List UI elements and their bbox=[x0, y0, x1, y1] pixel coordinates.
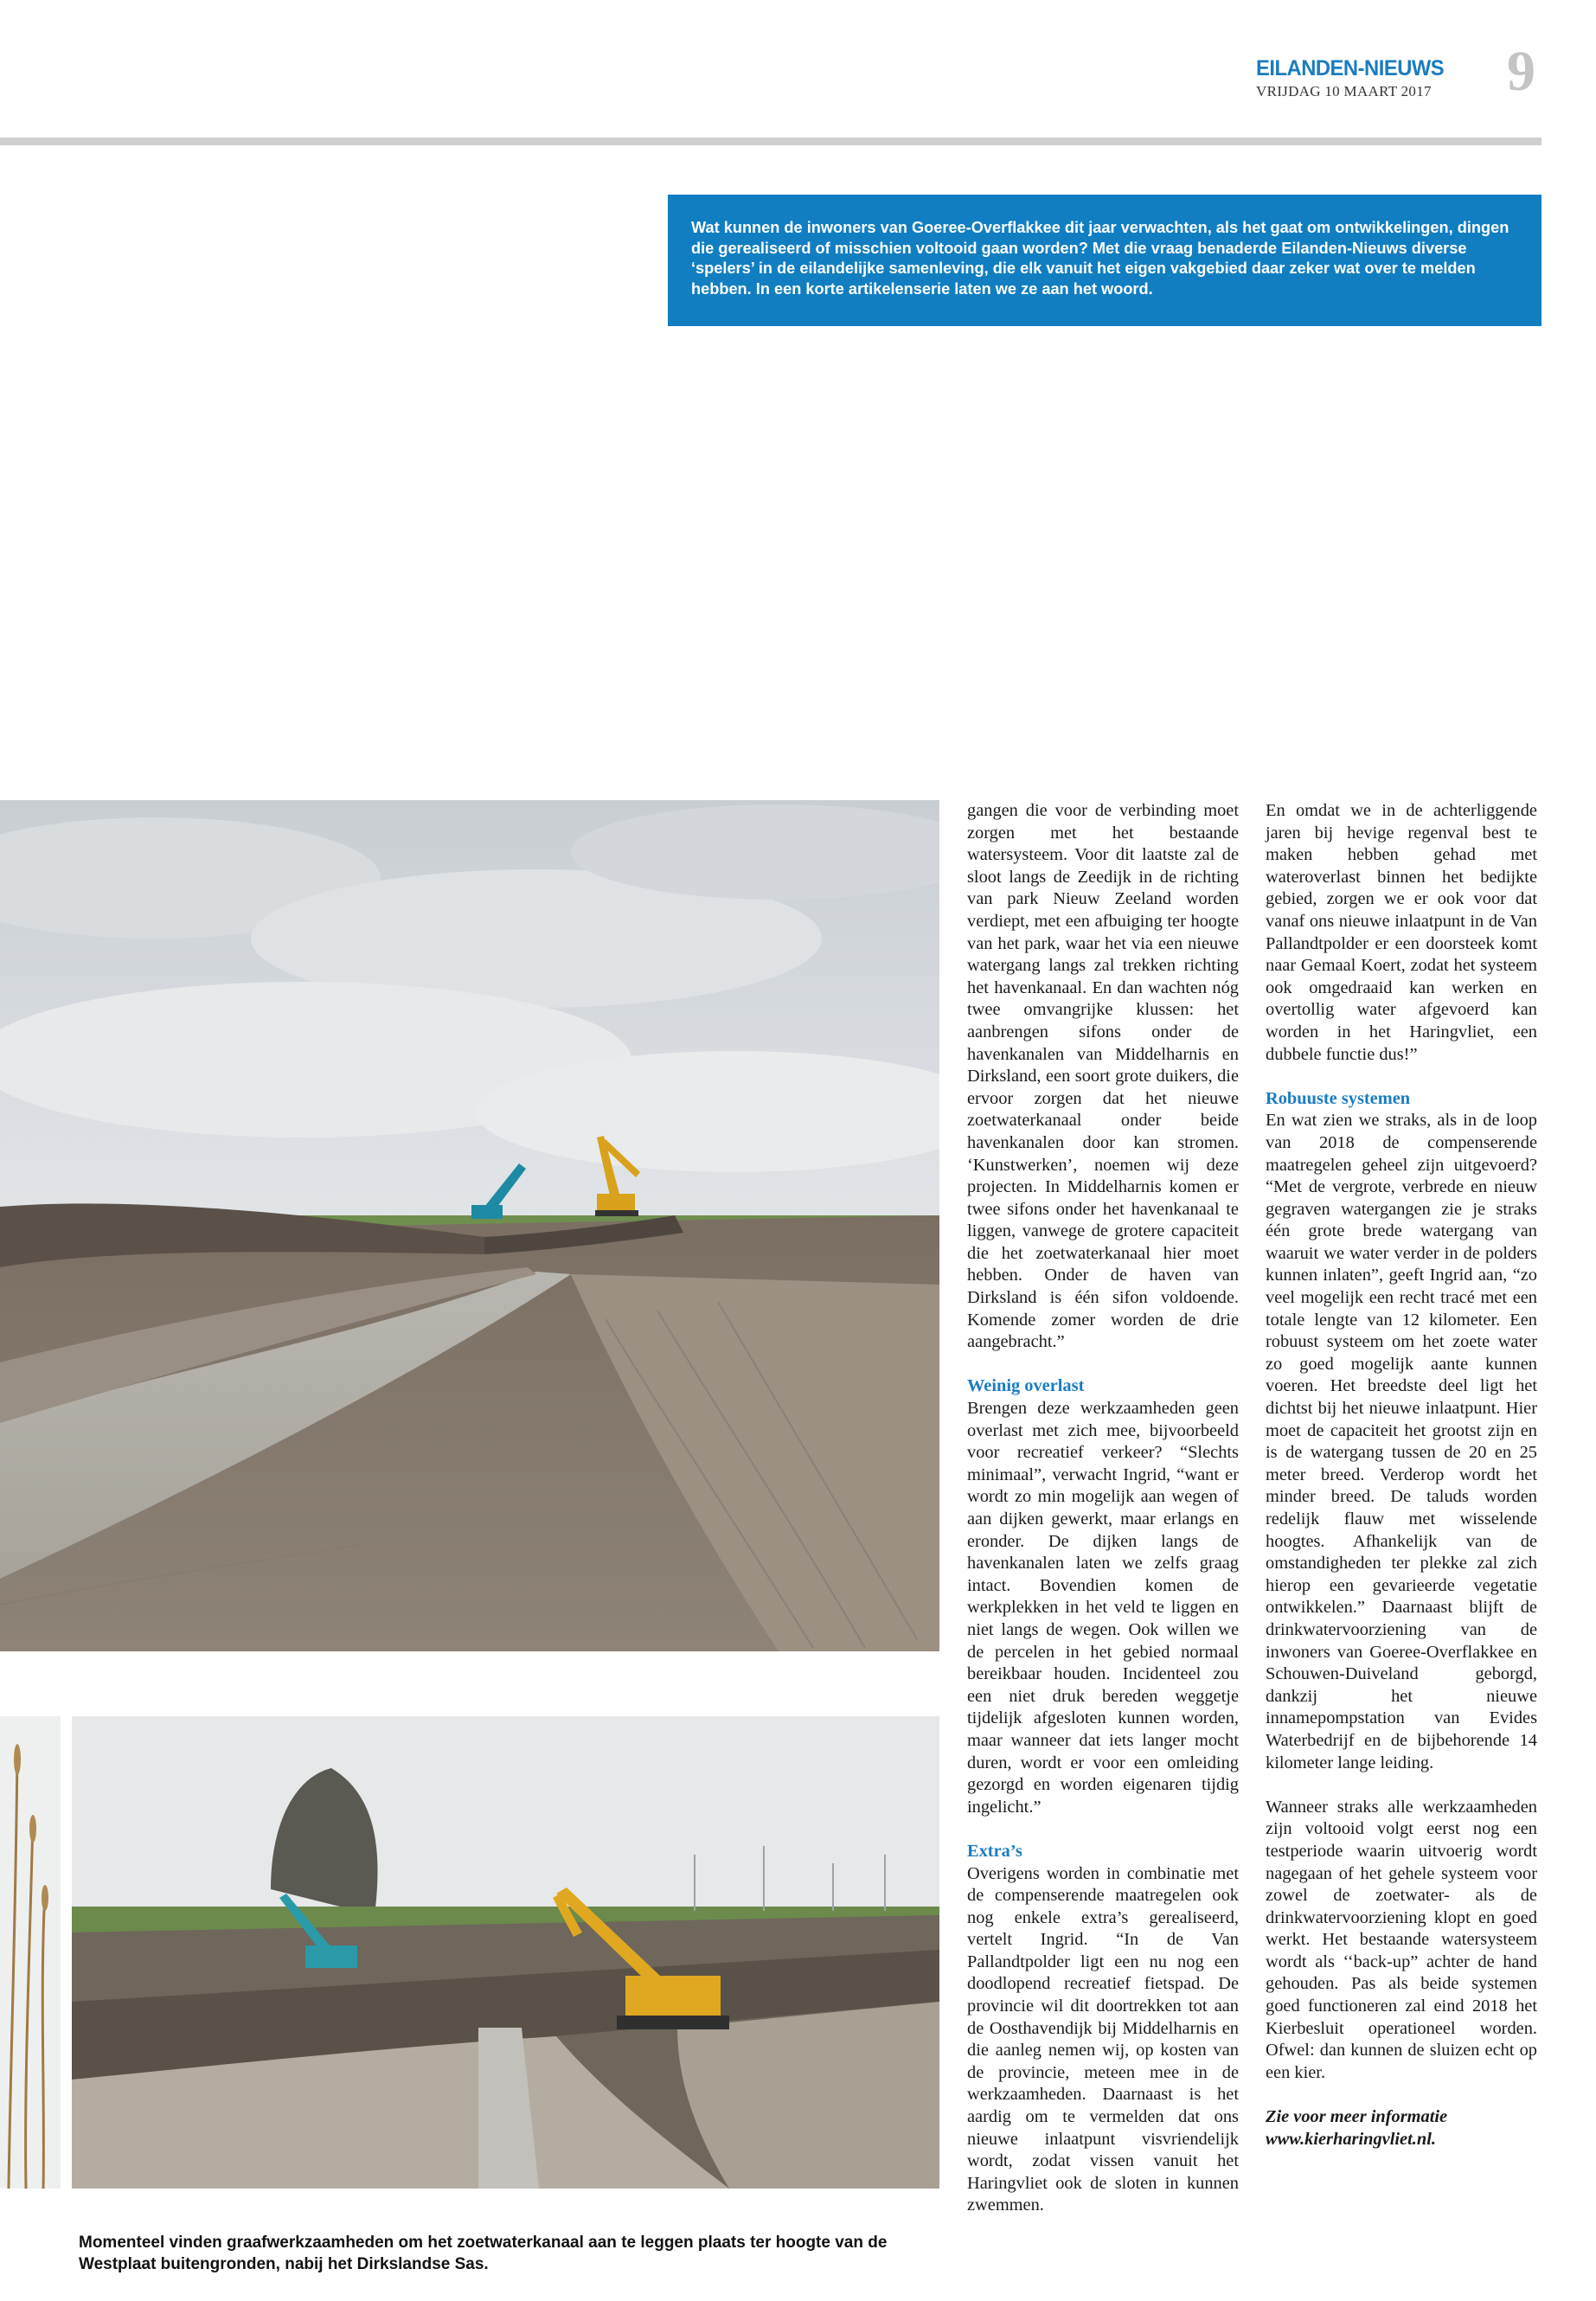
article-column-1 bbox=[967, 800, 1239, 2217]
paragraph: Wanneer straks alle werkzaamheden zijn voltooid volgt eerst nog een testperiode waarin uitvoerig wordt nagegaan of het gehele systeem voor zowel de zoetwater- als de drinkwatervoorziening klopt en goed werkt. Het bestaande watersysteem wordt als ‘‘back-up” achter de hand gehouden. Pas als beide systemen goed functioneren zal eind 2018 het Kierbesluit operationeel worden. Ofwel: dan kunnen de sluizen echt op een kier. bbox=[1266, 1797, 1537, 2082]
paragraph: En wat zien we straks, als in de loop van 2018 de compenserende maatregelen geheel zijn uitgevoerd? “Met de vergrote, verbrede en nieuw gegraven watergangen zie je straks één grote brede watergang van waaruit we water verder in de polders kunnen inlaten”, geeft Ingrid aan, “zo veel mogelijk een recht tracé met een totale lengte van 12 kilometer. Een robuust systeem om het zoete water zo goed mogelijk aante kunnen voeren. Het breedste deel ligt het dichtst bij het nieuwe inlaatpunt. Hier moet de capaciteit het grootst zijn en is de watergang tussen de 20 en 25 meter breed. Verderop wordt het minder breed. De taluds worden redelijk flauw met wisselende hoogtes. Afhankelijk van de omstandigheden ter plekke zal zich hierop een gevarieerde vegetatie ontwikkelen.” Daarnaast blijft de drinkwatervoorziening van de inwoners van Goeree-Overflakkee en Schouwen-Duiveland geborgd, dankzij het nieuwe innamepompstation van Evides Waterbedrijf en de bijbehorende 14 kilometer lange leiding. bbox=[1266, 1111, 1537, 1772]
paragraph: Overigens worden in combinatie met de compenserende maatregelen ook nog enkele extra’s gerealiseerd, vertelt Ingrid. “In de Van Pallandtpolder ligt een nu nog een doodlopend recreatief fietspad. De provincie wil dit doortrekken tot aan de Oosthavendijk bij Middelharnis en die aanleg nemen wij, op kosten van de provincie, meteen mee in de werkzaamheden. Daarnaast is het aardig om te vermelden dat ons nieuwe inlaatpunt visvriendelijk wordt, zodat vissen vanuit het Haringvliet ook de sloten in kunnen zwemmen. bbox=[967, 1863, 1239, 2215]
header-rule bbox=[0, 138, 1542, 145]
paragraph: En omdat we in de achterliggende jaren bij hevige regenval best te maken hebben gehad met wateroverlast binnen het bedijkte gebied, zorgen we er ook voor dat vanaf ons nieuwe inlaatpunt in de Van Pallandtpolder er een doorsteek komt naar Gemaal Koert, zodat het systeem ook omgedraaid kan werken en overtollig water afgevoerd kan worden in het Haringvliet, een dubbele functie dus!” bbox=[1266, 801, 1537, 1064]
subheading: Weinig overlast bbox=[967, 1376, 1085, 1396]
paragraph: Brengen deze werkzaamheden geen overlast met zich mee, bijvoorbeeld voor recreatief verkeer? “Slechts minimaal”, verwacht Ingrid, “want er wordt zo min mogelijk aan wegen of aan dijken gewerkt, maar erlangs en eronder. De dijken langs de havenkanalen laten we zelfs graag intact. Bovendien komen de werkplekken in het veld te liggen en niet langs de wegen. Ook willen we de percelen in het gebied normaal bereikbaar houden. Incidenteel zou een niet druk bereden weggetje tijdelijk afgesloten kunnen worden, maar wanneer dat iets langer mocht duren, wordt er voor een omleiding gezorgd en worden eigenaren tijdig ingelicht.” bbox=[967, 1399, 1239, 1817]
intro-box bbox=[668, 195, 1542, 326]
masthead bbox=[1256, 57, 1454, 100]
reeds-photo-strip bbox=[0, 1716, 61, 2189]
canal-excavation-photo bbox=[0, 800, 939, 1651]
more-info-label: Zie voor meer informatie bbox=[1266, 2107, 1448, 2127]
paragraph: gangen die voor de verbinding moet zorgen met het bestaande watersysteem. Voor dit laatste zal de sloot langs de Zeedijk in de richting van park Nieuw Zeeland worden verdiept, met een afbuiging ter hoogte van het park, waar het via een nieuwe watergang langs zal trekken richting het havenkanaal. En dan wachten nóg twee omvangrijke klussen: het aanbrengen sifons onder de havenkanalen van Middelharnis en Dirksland, een soort grote duikers, die ervoor zorgen dat het nieuwe zoetwaterkanaal onder beide havenkanalen door kan stromen. ‘Kunstwerken’, noemen wij deze projecten. In Middelharnis komen er twee sifons onder het havenkanaal te liggen, vanwege de grotere capaciteit die het zoetwaterkanaal hier moet hebben. Onder de haven van Dirksland is één sifon voldoende. Komende zomer worden de drie aangebracht.” bbox=[967, 801, 1239, 1352]
newspaper-logo: EILANDEN-NIEUWS bbox=[1256, 56, 1445, 80]
photo-caption: Momenteel vinden graafwerkzaamheden om het zoetwaterkanaal aan te leggen plaats ter hoogte van de Westplaat buitengronden, nabij het Dirkslandse Sas. bbox=[79, 2234, 888, 2273]
reeds-image bbox=[0, 1716, 61, 2189]
subheading: Robuuste systemen bbox=[1266, 1088, 1411, 1108]
subheading: Extra’s bbox=[967, 1841, 1022, 1861]
issue-date: VRIJDAG 10 MAART 2017 bbox=[1256, 83, 1432, 99]
more-info-link[interactable]: www.kierharingvliet.nl. bbox=[1266, 2129, 1436, 2149]
article-column-2 bbox=[1266, 800, 1537, 2150]
excavators-photo bbox=[72, 1716, 939, 2189]
canal-excavation-image bbox=[0, 800, 939, 1651]
excavators-image bbox=[72, 1716, 939, 2189]
intro-text: Wat kunnen de inwoners van Goeree-Overflakkee dit jaar verwachten, als het gaat om ontwikkelingen, dingen die gerealiseerd of misschien voltooid gaan worden? Met die vraag benaderde Eilanden-Nieuws diverse ‘spelers’ in de eilandelijke samenleving, die elk vanuit het eigen vakgebied daar zeker wat over te melden hebben. In een korte artikelenserie laten we ze aan het woord. bbox=[691, 219, 1509, 298]
page-number: 9 bbox=[1507, 40, 1535, 103]
